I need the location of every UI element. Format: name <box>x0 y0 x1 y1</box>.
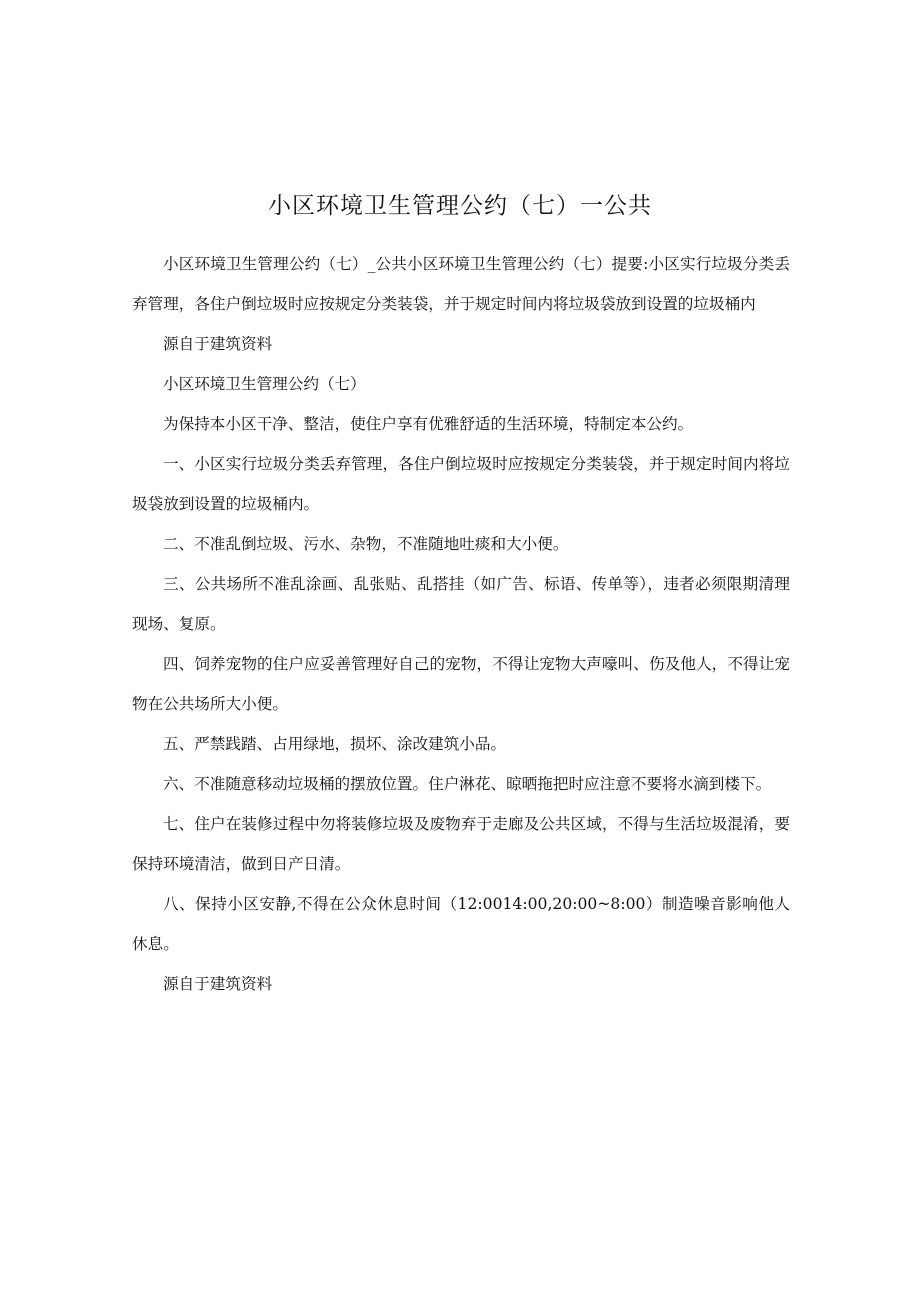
document-body <box>132 244 790 1004</box>
rule-item-3: 三、公共场所不准乱涂画、乱张贴、乱搭挂（如广告、标语、传单等），违者必须限期清理现场、复原。 <box>132 575 790 633</box>
intro-paragraph: 为保持本小区干净、整洁，使住户享有优雅舒适的生活环境，特制定本公约。 <box>163 415 694 433</box>
rule-item-5: 五、严禁践踏、占用绿地，损坏、涂改建筑小品。 <box>163 735 507 753</box>
rule-item-6: 六、不准随意移动垃圾桶的摆放位置。住户淋花、晾晒拖把时应注意不要将水滴到楼下。 <box>163 775 772 793</box>
rule-item-1: 一、小区实行垃圾分类丢弃管理，各住户倒垃圾时应按规定分类装袋，并于规定时间内将垃圾袋放到设置的垃圾桶内。 <box>132 455 790 513</box>
document-title: 小区环境卫生管理公约（七）一公共 <box>268 193 652 219</box>
source-note: 源自于建筑资料 <box>163 335 273 353</box>
rule-item-4: 四、饲养宠物的住户应妥善管理好自己的宠物，不得让宠物大声嚎叫、伤及他人，不得让宠物在公共场所大小便。 <box>132 655 790 713</box>
summary-paragraph: 小区环境卫生管理公约（七）_公共小区环境卫生管理公约（七）提要:小区实行垃圾分类丢弃管理，各住户倒垃圾时应按规定分类装袋，并于规定时间内将垃圾袋放到设置的垃圾桶内 <box>132 255 790 313</box>
rule-item-2: 二、不准乱倒垃圾、污水、杂物，不准随地吐痰和大小便。 <box>163 535 569 553</box>
rule-item-7: 七、住户在装修过程中勿将装修垃圾及废物弃于走廊及公共区域，不得与生活垃圾混淆，要保持环境清洁，做到日产日清。 <box>132 815 790 873</box>
rule-item-8: 八、保持小区安静,不得在公众休息时间（12:0014:00,20:00~8:00）制造噪音影响他人休息。 <box>132 895 790 953</box>
source-note-footer: 源自于建筑资料 <box>163 975 273 993</box>
section-heading: 小区环境卫生管理公约（七） <box>163 375 366 393</box>
